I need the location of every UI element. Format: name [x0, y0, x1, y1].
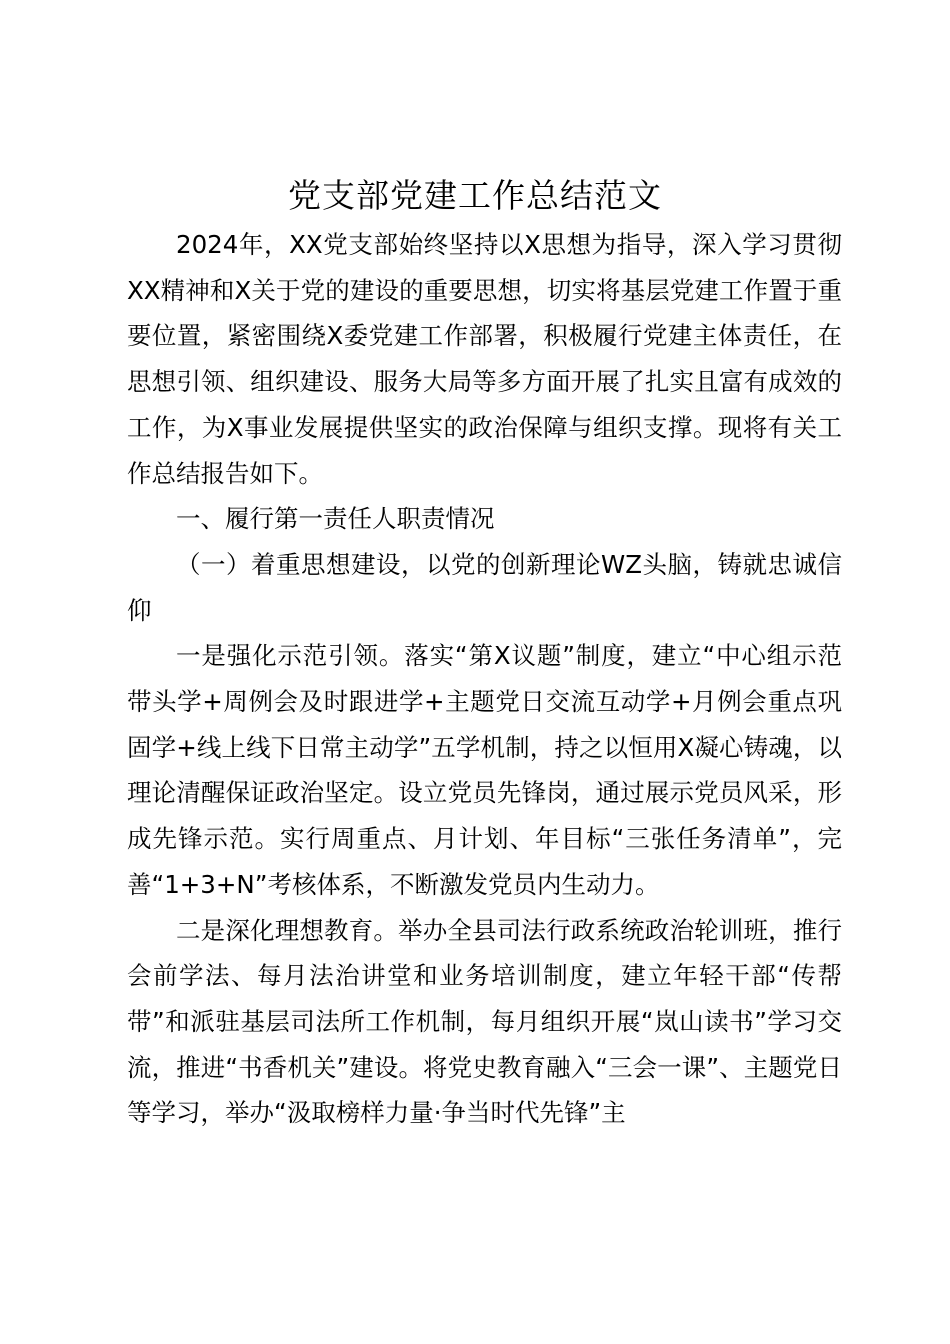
section-heading: 一、履行第一责任人职责情况: [176, 504, 495, 534]
body-paragraph: 一是强化示范引领。落实“第X议题”制度，建立“中心组示范带头学+周例会及时跟进学+主题党日交流互动学+月例会重点巩固学+线上线下日常主动学”五学机制，持之以恒用X凝心铸魂，以理论清醒保证政治坚定。设立党员先锋岗，通过展示党员风采，形成先锋示范。实行周重点、月计划、年目标“三张任务清单”，完善“1+3+N”考核体系，不断激发党员内生动力。: [127, 641, 842, 899]
document-body: [127, 222, 842, 1136]
body-paragraph: 二是深化理想教育。举办全县司法行政系统政治轮训班，推行会前学法、每月法治讲堂和业务培训制度，建立年轻干部“传帮带”和派驻基层司法所工作机制，每月组织开展“岚山读书”学习交流，推进“书香机关”建设。将党史教育融入“三会一课”、主题党日等学习，举办“汲取榜样力量·争当时代先锋”主: [127, 915, 842, 1128]
intro-paragraph: 2024年，XX党支部始终坚持以X思想为指导，深入学习贯彻XX精神和X关于党的建设的重要思想，切实将基层党建工作置于重要位置，紧密围绕X委党建工作部署，积极履行党建主体责任，在思想引领、组织建设、服务大局等多方面开展了扎实且富有成效的工作，为X事业发展提供坚实的政治保障与组织支撑。现将有关工作总结报告如下。: [127, 230, 842, 488]
document-title: 党支部党建工作总结范文: [288, 176, 662, 215]
subsection-heading: （一）着重思想建设，以党的创新理论WZ头脑，铸就忠诚信仰: [127, 549, 842, 625]
